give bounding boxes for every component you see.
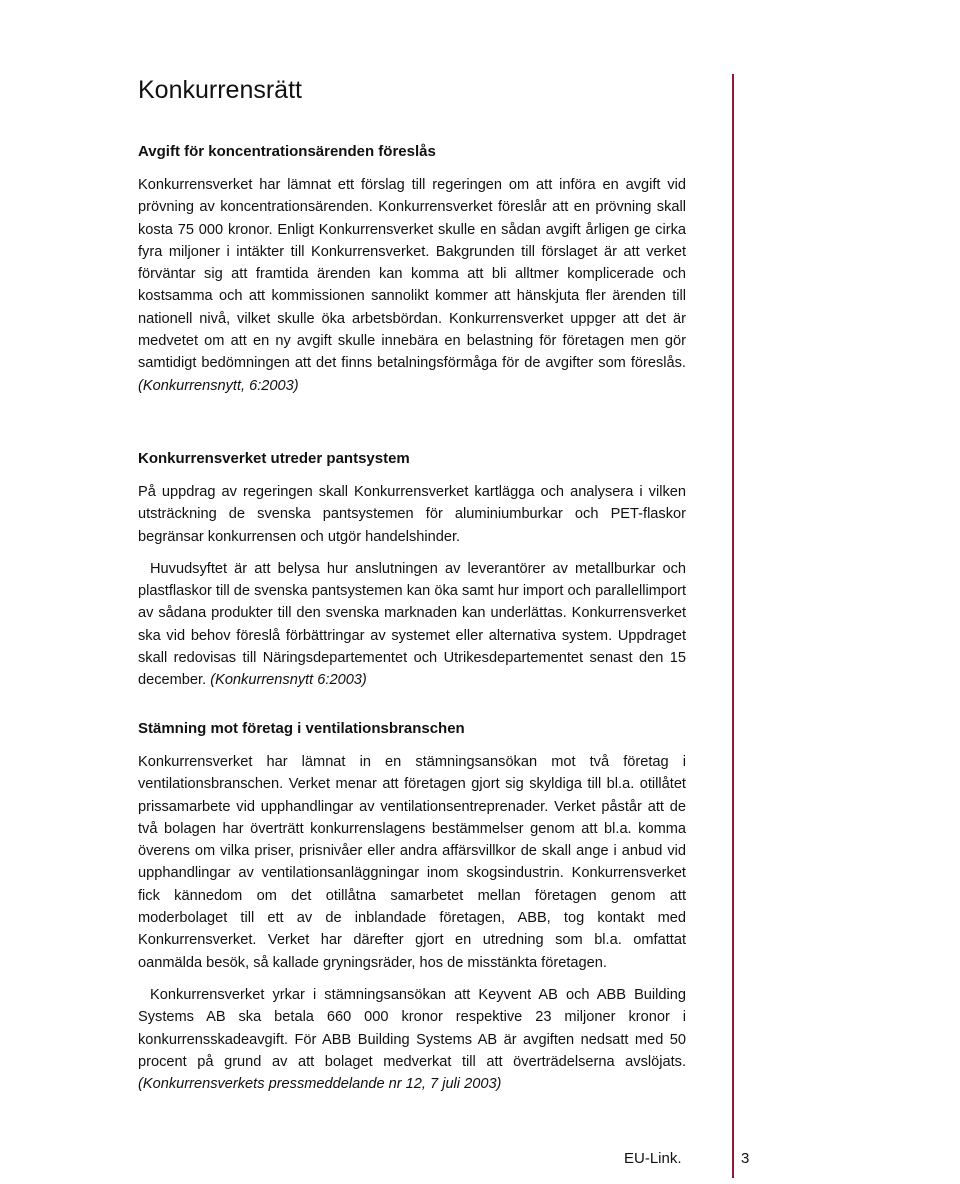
paragraph-text: På uppdrag av regeringen skall Konkurrensverket kartlägga och analysera i vilken utsträckning de svenska pantsystemen för aluminiumburkar och PET-flaskor begränsar konkurrensen och utgör handelshinder. — [138, 484, 686, 545]
section-koncentrationsavgift — [138, 142, 686, 397]
section-paragraph — [138, 558, 686, 692]
paragraph-text: Konkurrensverket har lämnat ett förslag till regeringen om att införa en avgift vid prövning av koncentrationsärenden. Konkurrensverket föreslår att en prövning skall kosta 75 000 kronor. Enligt Konkurrensverket skulle en sådan avgift årligen ge cirka fyra miljoner i intäkter till Konkurrensverket. Bakgrunden till förslaget är att verket förväntar sig att framtida ärenden kan komma att bli alltmer komplicerade och kostsamma och att kommissionen sannolikt kommer att hänskjuta fler ärenden till nationell nivå, vilket skulle öka arbetsbördan. Konkurrensverket uppger att det är medvetet om att en ny avgift skulle innebära en belastning för företagen men gör samtidigt bedömningen att det finns betalningsförmåga för de avgifter som föreslås. — [138, 177, 686, 372]
source-citation: (Konkurrensnytt, 6:2003) — [138, 377, 299, 394]
page-title: Konkurrensrätt — [138, 76, 302, 104]
section-heading: Konkurrensverket utreder pantsystem — [138, 450, 410, 467]
section-heading: Avgift för koncentrationsärenden föreslås — [138, 143, 436, 160]
paragraph-text: Huvudsyftet är att belysa hur anslutningen av leverantörer av metallburkar och plastflaskor till de svenska pantsystemen kan öka samt hur import och parallellimport av sådana produkter till den svenska marknaden kan underlättas. Konkurrensverket ska vid behov föreslå förbättringar av systemet eller alternativa system. Uppdraget skall redovisas till Näringsdepartementet och Utrikesdepartementet senast den 15 december. — [138, 560, 686, 689]
section-heading: Stämning mot företag i ventilationsbranschen — [138, 720, 465, 737]
footer-publication-label: EU-Link. — [624, 1150, 682, 1167]
source-citation: (Konkurrensverkets pressmeddelande nr 12, 7 juli 2003) — [138, 1076, 502, 1093]
paragraph-text: Konkurrensverket har lämnat in en stämningsansökan mot två företag i ventilationsbranschen. Verket menar att företagen gjort sig skyldiga till bl.a. otillåtet prissamarbete vid upphandlingar av ventilationsentreprenader. Verket påstår att de två bolagen har överträtt konkurrenslagens bestämmelser genom att bl.a. komma överens om vilka priser, prisnivåer eller andra affärsvillkor de skall ange i anbud vid upphandlingar av ventilationsanläggningar inom skogsindustrin. Konkurrensverket fick kännedom om det otillåtna samarbetet mellan företagen genom att moderbolaget till ett av de inblandade företagen, ABB, tog kontakt med Konkurrensverket. Verket har därefter gjort en utredning som bl.a. omfattat oanmälda besök, så kallade gryningsräder, hos de misstänkta företagen. — [138, 754, 686, 971]
page-number: 3 — [741, 1150, 750, 1167]
paragraph-text: Konkurrensverket yrkar i stämningsansökan att Keyvent AB och ABB Building Systems AB ska betala 660 000 kronor respektive 23 miljoner kronor i konkurrensskadeavgift. För ABB Building Systems AB är avgiften nedsatt med 50 procent på grund av att bolaget medverkat till att överträdelserna avslöjats. — [138, 986, 686, 1070]
section-paragraph — [138, 481, 686, 548]
source-citation: (Konkurrensnytt 6:2003) — [210, 672, 367, 689]
section-ventilationsbranschen — [138, 719, 686, 1095]
section-pantsystem — [138, 449, 686, 692]
section-paragraph — [138, 984, 686, 1095]
section-paragraph — [138, 751, 686, 974]
section-paragraph — [138, 174, 686, 397]
margin-vertical-rule — [732, 74, 734, 1178]
